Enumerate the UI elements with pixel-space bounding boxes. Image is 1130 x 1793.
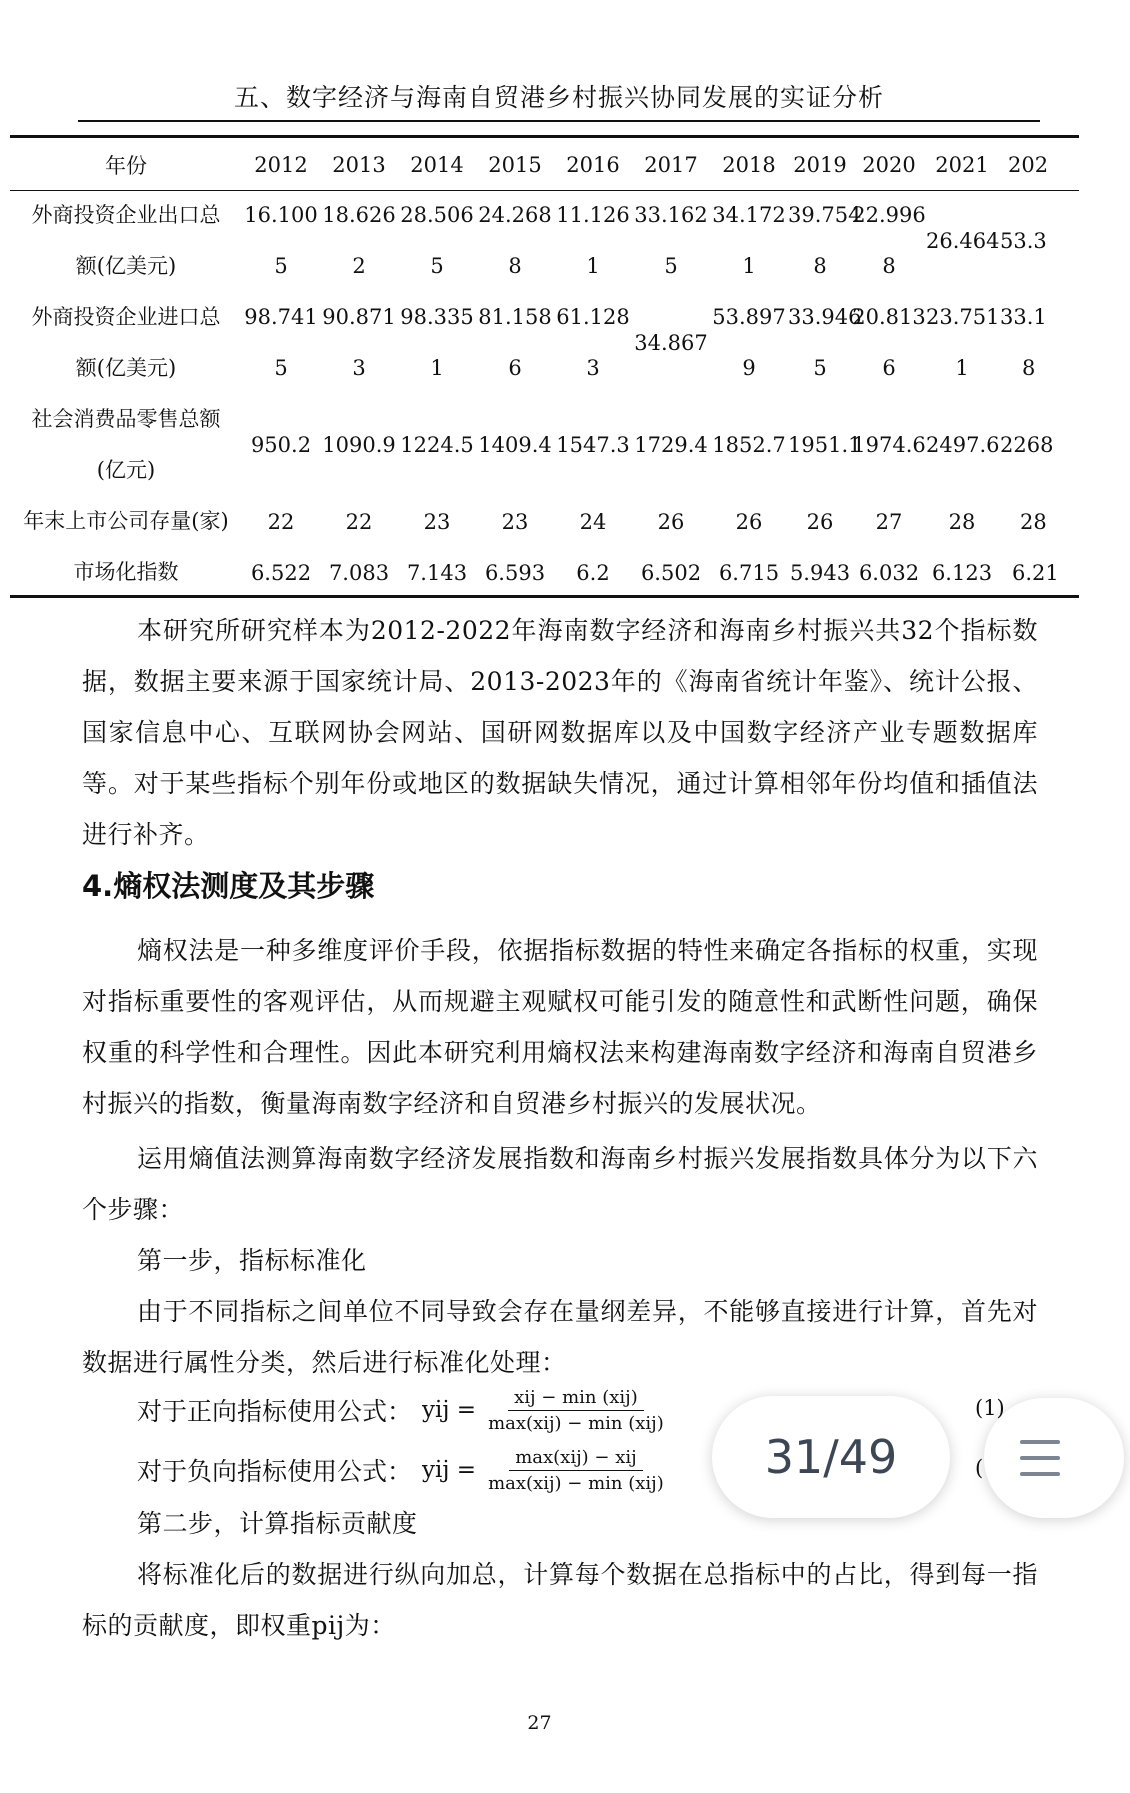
year-header: 2013: [332, 153, 386, 177]
step1-text: 由于不同指标之间单位不同导致会存在量纲差异，不能够直接进行计算，首先对数据进行属性分类，然后进行标准化处理：: [82, 1297, 1038, 1377]
table-cell: 98.741 5: [244, 305, 318, 380]
table-cell: 22: [267, 509, 295, 534]
table-cell: 39.754 8: [788, 203, 862, 278]
table-row: [10, 190, 1130, 292]
table-row: [10, 496, 1130, 547]
formula-lhs: yij =: [422, 1397, 477, 1423]
table-cell: 16.100 5: [244, 203, 318, 278]
table-header-row: [10, 140, 1130, 190]
table-cell: 33.1 8: [1000, 305, 1047, 380]
table-cell: 22.996 8: [852, 203, 926, 278]
table-header-label: 年份: [105, 154, 147, 178]
table-cell: 1409.4: [478, 433, 552, 457]
table-cell: 18.626 2: [322, 203, 396, 278]
table-cell: 26: [806, 509, 834, 534]
equation-number: (: [975, 1456, 984, 1480]
formula-numerator: max(xij) − xij: [509, 1447, 643, 1471]
page-indicator[interactable]: 31/49: [712, 1396, 950, 1518]
table-cell: 6.593: [484, 560, 546, 585]
table-row: [10, 292, 1130, 394]
table-cell: 5.943: [789, 560, 851, 585]
running-head: 五、数字经济与海南自贸港乡村振兴协同发展的实证分析: [233, 83, 884, 112]
table-cell: 7.083: [328, 560, 390, 585]
step1-title: 第一步，指标标准化: [137, 1246, 367, 1275]
table-cell: 1224.5: [400, 433, 474, 457]
paragraph-steps: 运用熵值法测算海南数字经济发展指数和海南乡村振兴发展指数具体分为以下六个步骤：: [82, 1144, 1038, 1224]
data-table: [10, 140, 1130, 598]
table-cell: 2497.6: [926, 433, 1000, 457]
formula-denominator: max(xij) − min (xij): [488, 1412, 664, 1434]
table-row: [10, 394, 1130, 496]
table-cell: 26: [735, 509, 763, 534]
table-cell: 23.751 1: [926, 305, 1000, 380]
table-cell: 1951.1: [788, 433, 862, 457]
table-cell: 28.506 5: [400, 203, 474, 278]
table-cell: 950.2: [250, 433, 312, 457]
table-cell: 11.126 1: [556, 203, 630, 278]
formula-positive: [137, 1380, 670, 1440]
table-cell: 6.502: [640, 560, 702, 585]
table-cell: 34.172 1: [712, 203, 786, 278]
table-cell: 1090.9: [322, 433, 396, 457]
table-row: [10, 547, 1130, 598]
formula-lhs: yij =: [422, 1457, 477, 1483]
row-label: 年末上市公司存量(家): [23, 509, 229, 533]
table-cell: 28: [1020, 509, 1047, 534]
table-cell: 24: [579, 509, 607, 534]
table-cell: 61.128 3: [556, 305, 630, 380]
step2-title: 第二步，计算指标贡献度: [137, 1509, 418, 1538]
table-cell: 1729.4: [634, 433, 708, 457]
table-cell: 33.162 5: [634, 203, 708, 278]
table-cell: 1852.7: [712, 433, 786, 457]
year-header: 2019: [793, 153, 847, 177]
table-cell: 1547.3: [556, 433, 630, 457]
section-heading: 4.熵权法测度及其步骤: [82, 869, 375, 903]
table-cell: 23: [501, 509, 529, 534]
paragraph-sample: 本研究所研究样本为2012-2022年海南数字经济和海南乡村振兴共32个指标数据，数据主要来源于国家统计局、2013-2023年的《海南省统计年鉴》、统计公报、国家信息中心、互联网协会网站、国研网数据库以及中国数字经济产业专题数据库等。对于某些指标个别年份或地区的数据缺失情况，通过计算相邻年份均值和插值法进行补齐。: [82, 616, 1038, 849]
table-cell: 34.867: [634, 331, 708, 355]
equation-number: (1): [975, 1396, 1005, 1420]
year-header: 2012: [254, 153, 308, 177]
table-cell: 53.3: [1000, 229, 1047, 253]
table-cell: 20.813 6: [852, 305, 926, 380]
year-header: 2014: [410, 153, 464, 177]
year-header: 2020: [862, 153, 916, 177]
step2-text: 将标准化后的数据进行纵向加总，计算每个数据在总指标中的占比，得到每一指标的贡献度，即权重pij为：: [82, 1560, 1038, 1640]
menu-button[interactable]: [984, 1398, 1124, 1518]
table-cell: 2268: [1000, 433, 1054, 457]
table-cell: 27: [875, 509, 903, 534]
year-header: 202: [1008, 153, 1049, 177]
table-cell: 81.158 6: [478, 305, 552, 380]
header-rule: [78, 120, 1040, 122]
year-header: 2021: [935, 153, 989, 177]
table-cell: 6.715: [718, 560, 780, 585]
row-label: 社会消费品零售总额 (亿元): [31, 407, 221, 482]
table-cell: 6.2: [576, 560, 610, 585]
table-cell: 7.143: [406, 560, 468, 585]
year-header: 2017: [644, 153, 698, 177]
formula-numerator: xij − min (xij): [508, 1387, 644, 1411]
table-cell: 26.464: [926, 229, 1000, 253]
table-cell: 24.268 8: [478, 203, 552, 278]
table-cell: 6.522: [250, 560, 312, 585]
table-cell: 22: [345, 509, 373, 534]
formula-fraction: [482, 1387, 670, 1434]
paragraph-entropy: 熵权法是一种多维度评价手段，依据指标数据的特性来确定各指标的权重，实现对指标重要性的客观评估，从而规避主观赋权可能引发的随意性和武断性问题，确保权重的科学性和合理性。因此本研究利用熵权法来构建海南数字经济和海南自贸港乡村振兴的指数，衡量海南数字经济和自贸港乡村振兴的发展状况。: [82, 936, 1038, 1118]
table-cell: 90.871 3: [322, 305, 396, 380]
table-cell: 1974.6: [852, 433, 926, 457]
table-cell: 6.123: [931, 560, 993, 585]
table-cell: 26: [657, 509, 685, 534]
table-cell: 6.032: [858, 560, 920, 585]
formula-label: 对于负向指标使用公式：: [137, 1457, 413, 1486]
year-header: 2015: [488, 153, 542, 177]
year-header: 2016: [566, 153, 620, 177]
table-cell: 23: [423, 509, 451, 534]
table-top-rule: [10, 135, 1079, 138]
row-label: 外商投资企业进口总 额(亿美元): [31, 305, 221, 380]
formula-label: 对于正向指标使用公式：: [137, 1397, 413, 1426]
formula-negative: [137, 1440, 670, 1500]
year-header: 2018: [722, 153, 776, 177]
page-number: 27: [527, 1712, 552, 1734]
table-cell: 33.946 5: [788, 305, 862, 380]
table-cell: 98.335 1: [400, 305, 474, 380]
row-label: 市场化指数: [73, 560, 179, 584]
table-cell: 28: [948, 509, 976, 534]
formula-denominator: max(xij) − min (xij): [488, 1472, 664, 1494]
row-label: 外商投资企业出口总 额(亿美元): [31, 203, 221, 278]
formula-fraction: [482, 1447, 670, 1494]
table-cell: 53.897 9: [712, 305, 786, 380]
table-cell: 6.21: [1012, 560, 1059, 585]
